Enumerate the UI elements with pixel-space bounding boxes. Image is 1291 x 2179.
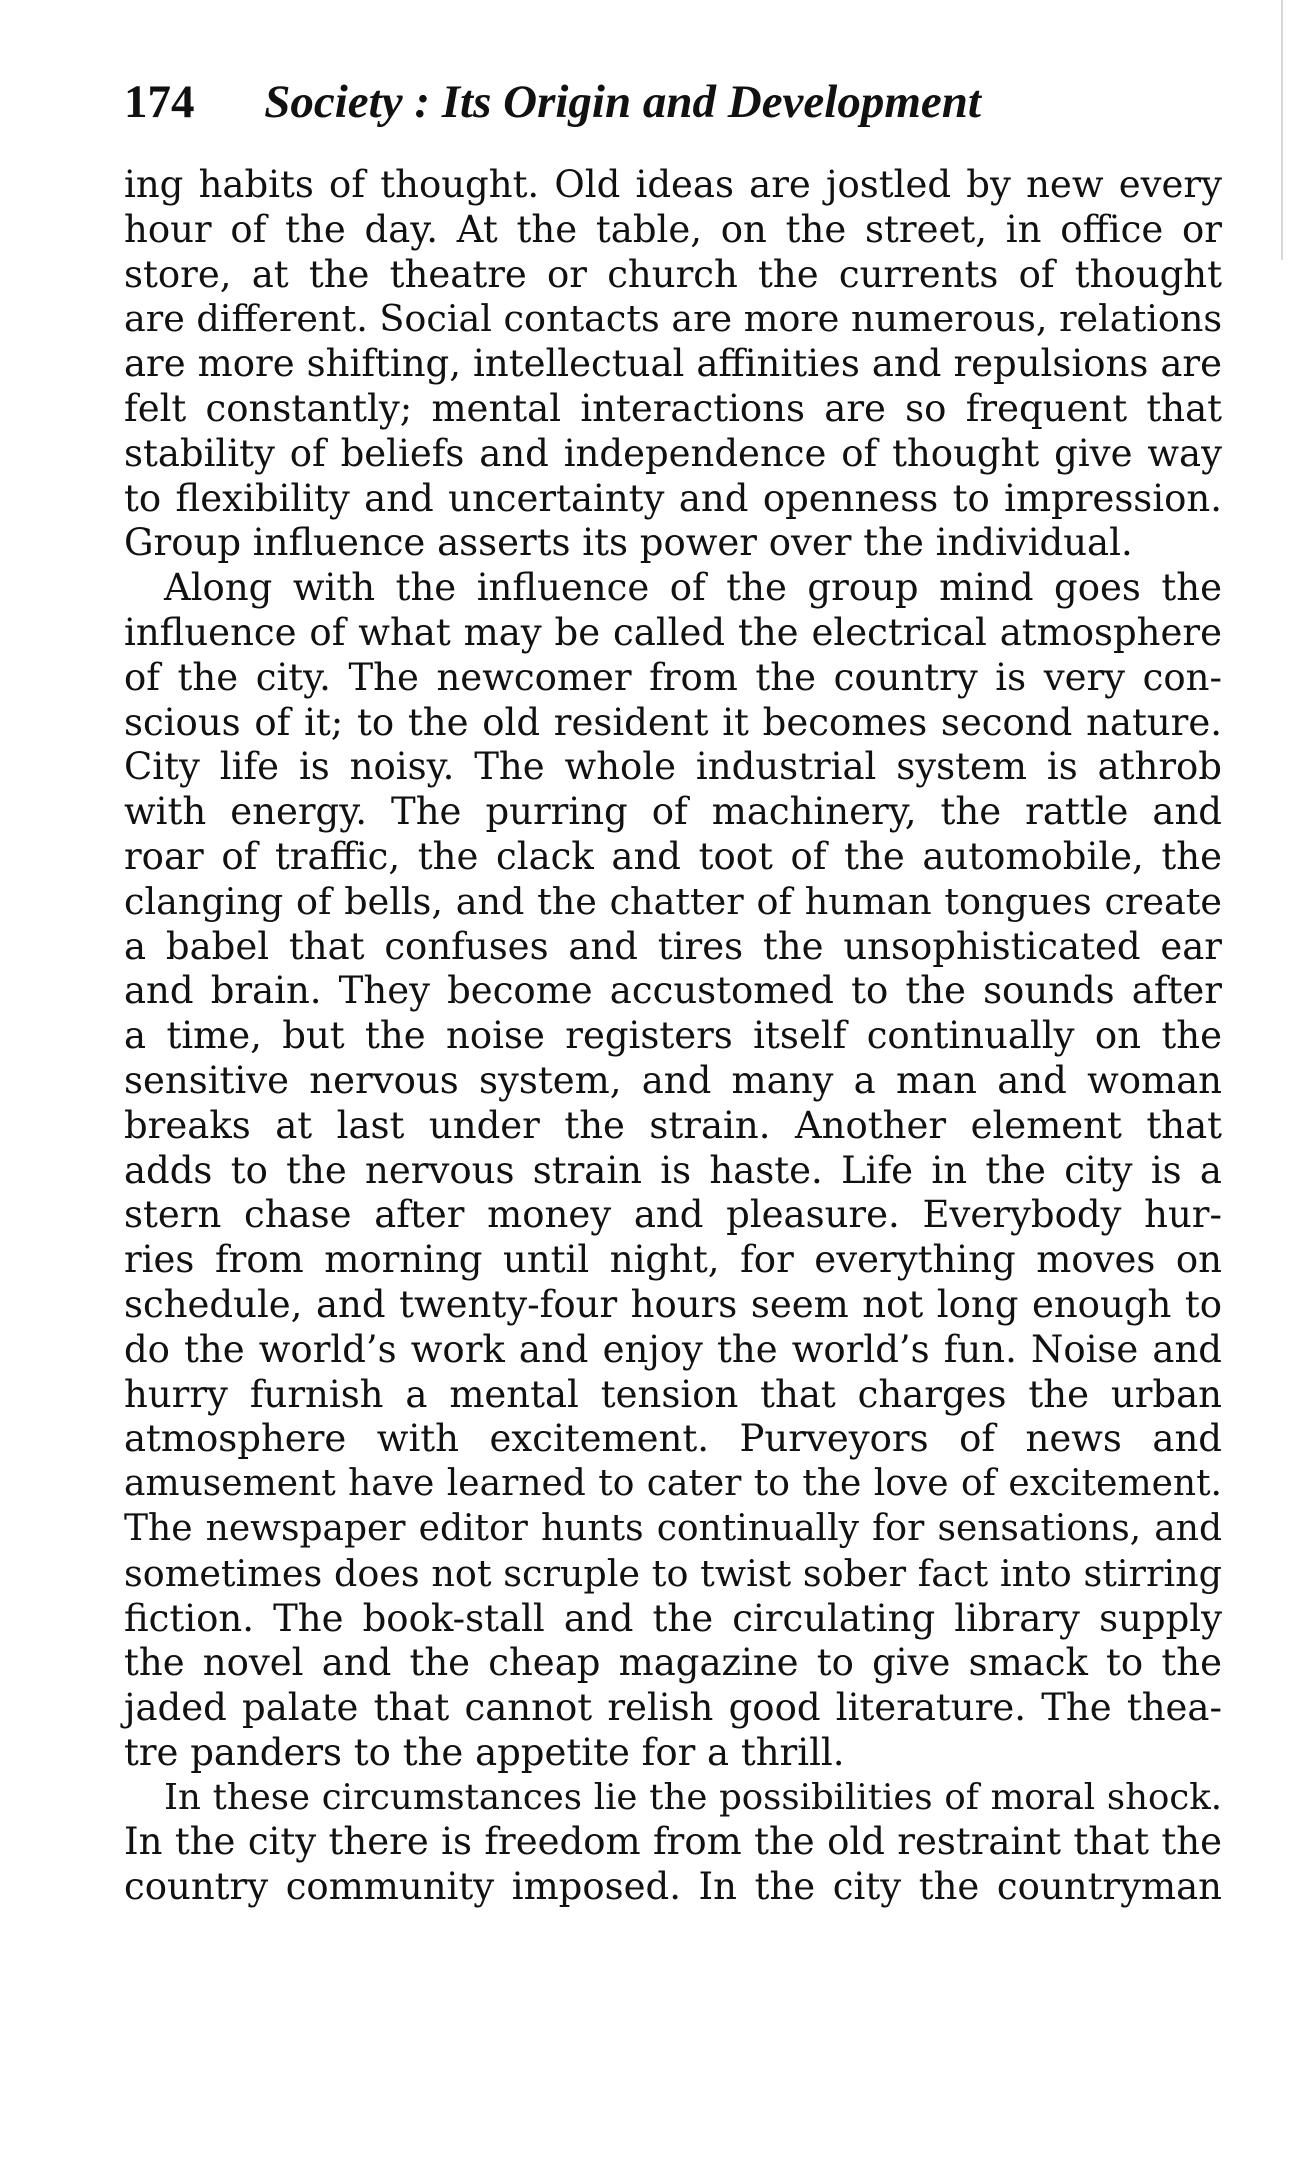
text-line: clanging of bells, and the chatter of human tongues create <box>124 879 1222 923</box>
text-line: tre panders to the appetite for a thrill. <box>124 1730 845 1774</box>
text-line: schedule, and twenty-four hours seem not long enough to <box>124 1282 1222 1326</box>
text-line: store, at the theatre or church the currents of thought <box>124 252 1222 296</box>
text-line: atmosphere with excitement. Purveyors of news and <box>124 1417 1222 1461</box>
text-line: do the world’s work and enjoy the world’s fun. Noise and <box>124 1327 1222 1371</box>
text-line: jaded palate that cannot relish good literature. The thea- <box>124 1686 1222 1730</box>
body-text <box>124 163 1222 1910</box>
text-line: scious of it; to the old resident it becomes second nature. <box>124 700 1222 744</box>
text-line: hurry furnish a mental tension that charges the urban <box>124 1372 1222 1416</box>
text-line: the novel and the cheap magazine to give smack to the <box>124 1641 1222 1685</box>
running-title: Society : Its Origin and Development <box>264 76 981 128</box>
text-line: stability of beliefs and independence of thought give way <box>124 431 1222 475</box>
text-line: hour of the day. At the table, on the street, in office or <box>124 207 1222 251</box>
text-line: felt constantly; mental interactions are so frequent that <box>124 386 1222 430</box>
paragraph-start-line: Along with the influence of the group mind goes the <box>164 566 1222 610</box>
text-line: country community imposed. In the city the countryman <box>124 1865 1222 1909</box>
page-number: 174 <box>124 76 195 128</box>
text-line: In the city there is freedom from the old restraint that the <box>124 1820 1222 1864</box>
text-line: adds to the nervous strain is haste. Life in the city is a <box>124 1148 1222 1192</box>
text-line: fiction. The book-stall and the circulating library supply <box>124 1596 1222 1640</box>
text-line: to flexibility and uncertainty and openness to impression. <box>124 476 1222 520</box>
text-line: Group influence asserts its power over the individual. <box>124 521 1133 565</box>
text-line: ries from morning until night, for everything moves on <box>124 1238 1222 1282</box>
text-line: ing habits of thought. Old ideas are jostled by new every <box>124 163 1222 206</box>
text-line: sometimes does not scruple to twist sober fact into stirring <box>124 1551 1222 1595</box>
text-line: a babel that confuses and tires the unsophisticated ear <box>124 924 1222 968</box>
running-head <box>124 72 1224 132</box>
paragraph-start-line: In these circumstances lie the possibilities of moral shock. <box>164 1776 1222 1818</box>
text-line: sensitive nervous system, and many a man and woman <box>124 1058 1222 1102</box>
text-line: breaks at last under the strain. Another element that <box>124 1103 1222 1147</box>
text-line: influence of what may be called the electrical atmosphere <box>124 610 1222 654</box>
text-line: of the city. The newcomer from the country is very con- <box>124 655 1222 699</box>
text-line: The newspaper editor hunts continually for sensations, and <box>124 1507 1222 1549</box>
text-line: stern chase after money and pleasure. Everybody hur- <box>124 1193 1222 1237</box>
text-line: with energy. The purring of machinery, the rattle and <box>124 790 1222 834</box>
text-line: are different. Social contacts are more numerous, relations <box>124 297 1223 341</box>
page-edge-mark <box>1281 0 1283 260</box>
text-line: amusement have learned to cater to the love of excitement. <box>124 1463 1222 1505</box>
text-line: a time, but the noise registers itself continually on the <box>124 1014 1222 1058</box>
text-line: roar of traffic, the clack and toot of the automobile, the <box>124 834 1222 878</box>
text-line: and brain. They become accustomed to the sounds after <box>124 969 1222 1013</box>
text-line: City life is noisy. The whole industrial system is athrob <box>124 745 1222 789</box>
text-line: are more shifting, intellectual affinities and repulsions are <box>124 342 1222 386</box>
